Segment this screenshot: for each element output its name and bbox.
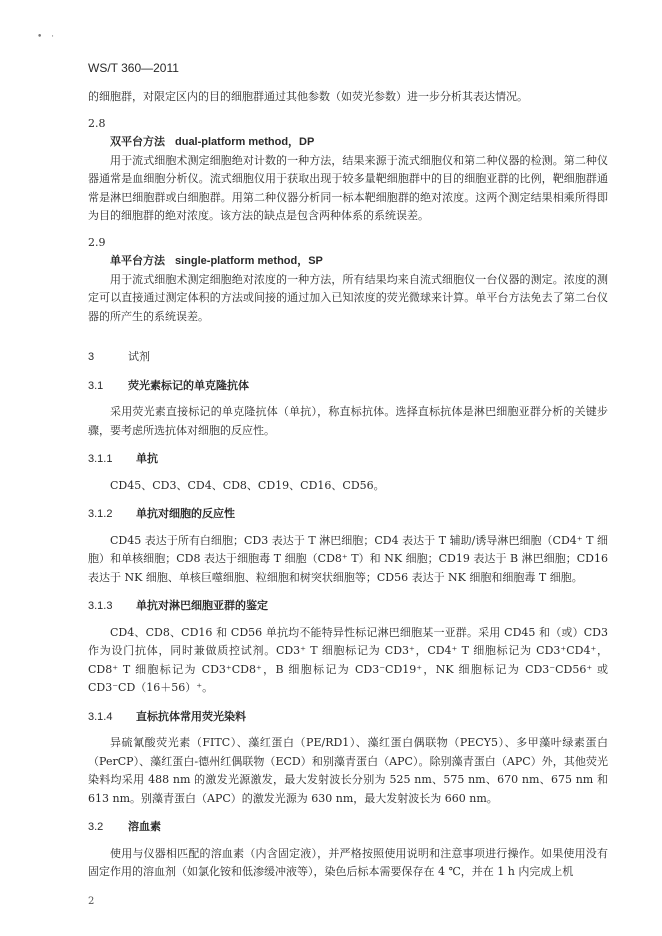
section-3-1-3-heading: 3.1.3 单抗对淋巴细胞亚群的鉴定 bbox=[88, 599, 268, 612]
section-3-2-text: 使用与仪器相匹配的溶血素（内含固定液），并严格按照使用说明和注意事项进行操作。如果使用没有固定作用的溶血剂（如氯化铵和低渗缓冲液等），染色后标本需要保存在 4 ℃，并在 1 h 内完成上机 bbox=[88, 846, 608, 878]
section-3-1-2-heading: 3.1.2 单抗对细胞的反应性 bbox=[88, 507, 235, 520]
section-3-1-4-text: 异硫氰酸荧光素（FITC）、藻红蛋白（PE/RD1）、藻红蛋白偶联物（PECY5）、多甲藻叶绿素蛋白（PerCP）、藻红蛋白-德州红偶联物（ECD）和别藻青蛋白（APC）。除别藻青蛋白（APC）外，其他荧光染料均采用 488 nm 的激发光源激发，最大发射波长分别为 525 nm、575 nm、670 nm、675 nm 和 613 nm。别藻青蛋白（APC）的激发光源为 630 nm，最大发射波长为 660 nm。 bbox=[88, 736, 608, 805]
section-3-1-1-heading: 3.1.1 单抗 bbox=[88, 452, 158, 465]
scan-artifact: • · bbox=[37, 32, 58, 42]
section-3-heading: 3 试剂 bbox=[88, 350, 150, 363]
section-2-8-text: 用于流式细胞术测定细胞绝对计数的一种方法，结果来源于流式细胞仪和第二种仪器的检测。第二种仪器通常是血细胞分析仪。流式细胞仪用于获取出现于较多量靶细胞群中的目的细胞亚群的比例，靶细胞群通常是淋巴细胞群或白细胞群。用第二种仪器分析同一标本靶细胞群的绝对浓度。这两个测定结果相乘所得即为目的细胞群的绝对浓度。该方法的缺点是包含两种体系的系统误差。 bbox=[88, 153, 608, 222]
doc-header-code: WS/T 360—2011 bbox=[88, 61, 179, 75]
section-2-9-term bbox=[88, 252, 608, 271]
section-3-2-heading: 3.2 溶血素 bbox=[88, 820, 161, 833]
term-en: dual-platform method，DP bbox=[175, 136, 315, 148]
section-2-8-term bbox=[88, 133, 608, 152]
section-3-1-text: 采用荧光素直接标记的单克隆抗体（单抗），称直标抗体。选择直标抗体是淋巴细胞亚群分析的关键步骤，要考虑所选抗体对细胞的反应性。 bbox=[88, 405, 608, 437]
section-3-1-3-text: CD4、CD8、CD16 和 CD56 单抗均不能特异性标记淋巴细胞某一亚群。采用 CD45 和（或）CD3 作为设门抗体，同时兼做质控试剂。CD3⁺ T 细胞标记为 CD3⁺，CD4⁺ T 细胞标记为 CD3⁺CD4⁺，CD8⁺ T 细胞标记为 CD3⁺CD8⁺，B 细胞标记为 CD3⁻CD19⁺，NK 细胞标记为 CD3⁻CD56⁺ 或 CD3⁻CD（16＋56）⁺。 bbox=[88, 625, 608, 694]
section-3-1-4-heading: 3.1.4 直标抗体常用荧光染料 bbox=[88, 709, 246, 723]
section-2-8-number: 2.8 bbox=[88, 116, 106, 130]
term-cn: 单平台方法 bbox=[110, 254, 165, 267]
continuation-paragraph: 的细胞群，对限定区内的目的细胞群通过其他参数（如荧光参数）进一步分析其表达情况。 bbox=[88, 90, 528, 103]
section-2-9-number: 2.9 bbox=[88, 235, 106, 249]
term-cn: 双平台方法 bbox=[110, 135, 165, 148]
section-3-1-heading: 3.1 荧光素标记的单克隆抗体 bbox=[88, 378, 249, 392]
section-2-9-text: 用于流式细胞术测定细胞绝对浓度的一种方法，所有结果均来自流式细胞仪一台仪器的测定。浓度的测定可以直接通过测定体积的方法或间接的通过加入已知浓度的荧光微球来计算。单平台方法免去了第二台仪器的所产生的系统误差。 bbox=[88, 272, 608, 323]
section-3-1-1-text: CD45、CD3、CD4、CD8、CD19、CD16、CD56。 bbox=[110, 478, 385, 492]
page-number: 2 bbox=[88, 896, 95, 907]
section-3-1-2-text: CD45 表达于所有白细胞；CD3 表达于 T 淋巴细胞；CD4 表达于 T 辅助/诱导淋巴细胞（CD4⁺ T 细胞）和单核细胞；CD8 表达于细胞毒 T 细胞（CD8⁺ T）和 NK 细胞；CD19 表达于 B 淋巴细胞；CD16 表达于 NK 细胞、单核巨噬细胞、粒细胞和树突状细胞等；CD56 表达于 NK 细胞和细胞毒 T 细胞。 bbox=[88, 533, 608, 584]
term-en: single-platform method，SP bbox=[175, 255, 323, 267]
document-body bbox=[88, 88, 608, 882]
